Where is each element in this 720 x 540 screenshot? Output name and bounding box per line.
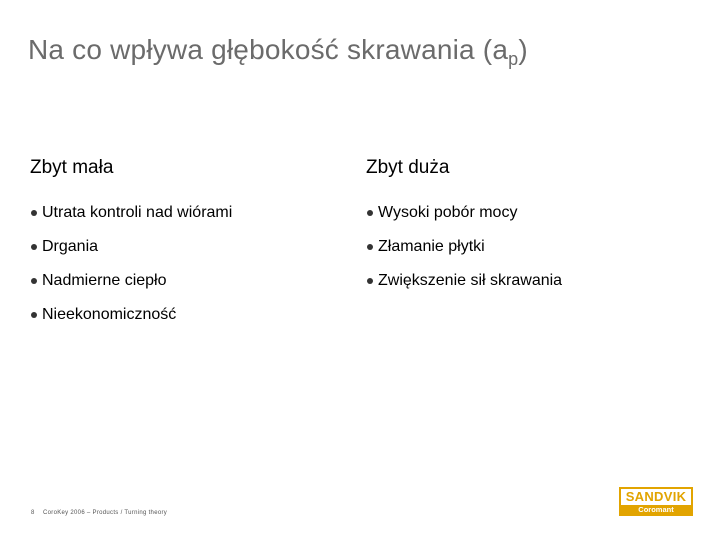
list-item-text: Drgania — [42, 238, 99, 255]
bullet-icon — [367, 244, 373, 250]
list-item-text: Wysoki pobór mocy — [378, 204, 518, 221]
list-item-text: Złamanie płytki — [378, 238, 485, 255]
list-item — [30, 305, 232, 339]
title-subscript: p — [508, 49, 519, 69]
list-item — [366, 237, 562, 271]
list-item — [366, 271, 562, 305]
list-item-text: Nieekonomiczność — [42, 306, 177, 323]
logo-brand: SANDVIK — [625, 489, 687, 504]
footer-text: CoroKey 2006 – Products / Turning theory — [43, 510, 168, 516]
bullet-icon — [31, 210, 37, 216]
page-number: 8 — [31, 510, 35, 516]
sandvik-coromant-logo — [619, 487, 693, 516]
right-column-heading: Zbyt duża — [366, 157, 450, 178]
list-item — [30, 237, 232, 271]
bullet-icon — [367, 210, 373, 216]
title-closing: ) — [518, 34, 528, 65]
page-title — [28, 34, 528, 69]
left-bullet-list — [30, 203, 232, 339]
list-item-text: Nadmierne ciepło — [42, 272, 167, 289]
list-item — [30, 271, 232, 305]
right-column — [366, 157, 562, 305]
logo-sub: Coromant — [621, 505, 691, 514]
list-item — [30, 203, 232, 237]
list-item-text: Utrata kontroli nad wiórami — [42, 204, 233, 221]
title-text: Na co wpływa głębokość skrawania (a — [28, 34, 509, 65]
bullet-icon — [31, 312, 37, 318]
left-column — [30, 157, 232, 339]
bullet-icon — [31, 278, 37, 284]
bullet-icon — [367, 278, 373, 284]
bullet-icon — [31, 244, 37, 250]
list-item-text: Zwiększenie sił skrawania — [378, 272, 563, 289]
list-item — [366, 203, 562, 237]
left-column-heading: Zbyt mała — [30, 157, 114, 178]
right-bullet-list — [366, 203, 562, 305]
